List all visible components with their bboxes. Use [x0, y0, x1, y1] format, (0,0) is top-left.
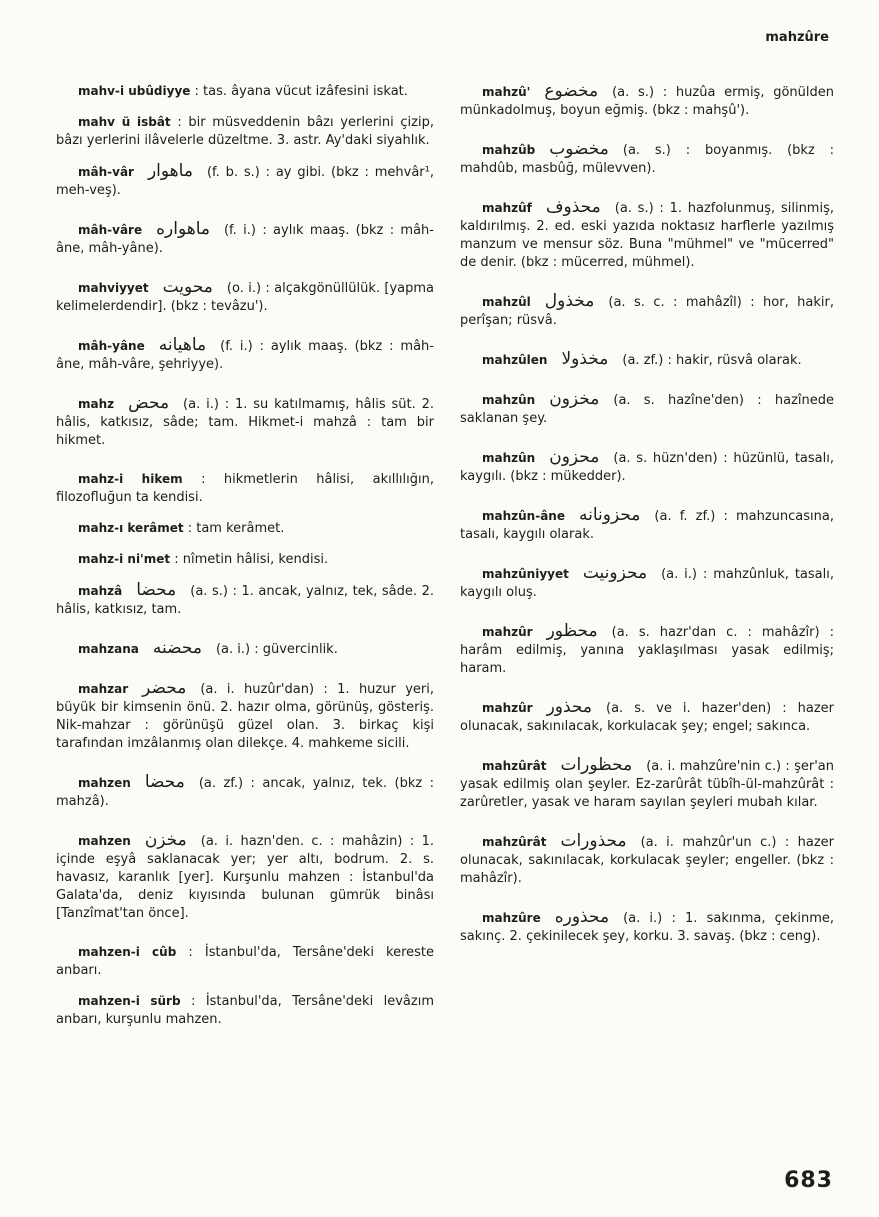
arabic-script: محزونانه [578, 505, 641, 525]
arabic-script: محضنه [152, 638, 202, 658]
headword: mahzen-i sürb [78, 994, 181, 1008]
dictionary-entry [460, 506, 834, 544]
headword: mahzâ [78, 584, 123, 598]
dictionary-entry [460, 698, 834, 736]
dictionary-entry [56, 943, 434, 980]
headword: mahzûrât [482, 759, 547, 773]
dictionary-entry [460, 448, 834, 486]
arabic-script: محضر [142, 678, 187, 698]
dictionary-entry [56, 278, 434, 316]
headword: mahzûlen [482, 353, 548, 367]
dictionary-entry [460, 350, 834, 370]
headword: mahzû' [482, 85, 531, 99]
arabic-script: مخضوع [544, 81, 599, 101]
headword: mâh-vâr [78, 165, 134, 179]
definition: (a. i. mahzûr'un c.) : hazer olunacak, sakınılacak, korkulacak şeyler; engeller. (bkz : mahâzîr). [460, 835, 834, 886]
definition: : İstanbul'da, Tersâne'deki kereste anbarı. [56, 945, 435, 978]
arabic-script: مخذول [544, 291, 595, 311]
arabic-script: مخزن [144, 830, 187, 850]
arabic-script: ماهوار [147, 161, 193, 181]
definition: (a. zf.) : hakir, rüsvâ olarak. [622, 353, 802, 368]
definition: (a. s.) : 1. ancak, yalnız, tek, sâde. 2. hâlis, katkısız, tam. [56, 584, 434, 617]
dictionary-entry [56, 679, 434, 753]
dictionary-entry [56, 82, 434, 101]
definition: : tam kerâmet. [187, 521, 285, 536]
right-column [460, 82, 834, 966]
definition: : İstanbul'da, Tersâne'deki levâzım anbarı, kurşunlu mahzen. [56, 994, 434, 1027]
arabic-script: ماهواره [156, 219, 210, 239]
dictionary-entry [56, 394, 434, 450]
arabic-script: محذوره [554, 907, 610, 927]
headword: mahzûl [482, 295, 531, 309]
definition: (a. i.) : 1. sakınma, çekinme, sakınç. 2. çekinilecek şey, korku. 3. savaş. (bkz : ceng). [460, 911, 834, 944]
headword: mahv ü isbât [78, 115, 171, 129]
arabic-script: محضا [136, 580, 177, 600]
headword: mahzûrât [482, 835, 547, 849]
definition: : tas. âyana vücut izâfesini iskat. [194, 84, 408, 99]
dictionary-entry [56, 470, 434, 507]
headword: mâh-vâre [78, 223, 143, 237]
definition: (a. s. hüzn'den) : hüzünlü, tasalı, kaygılı. (bkz : mükedder). [460, 451, 834, 484]
headword: mahzûb [482, 143, 536, 157]
dictionary-entry [56, 831, 434, 923]
dictionary-entry [56, 639, 434, 659]
definition: (f. b. s.) : ay gibi. (bkz : mehvâr¹, meh-veş). [56, 165, 434, 198]
dictionary-entry [460, 82, 834, 120]
definition: (a. i. hazn'den. c. : mahâzin) : 1. içinde eşyâ saklanacak yer; yer altı, bodrum. 2. s. havasız, karanlık [yer]. Kurşunlu mahzen : İstanbul'da Galata'da, deniz kıyısında bulunan gümrük binâsı [Tanzîmat'tan önce]. [56, 834, 434, 921]
headword: mahz-ı kerâmet [78, 521, 184, 535]
definition: (a. i. mahzûre'nin c.) : şer'an yasak edilmiş olan şeyler. Ez-zarûrât tübîh-ül-mahzûrât : zarûretler, yasak ve haram sayılan şeyleri mubah kılar. [460, 759, 834, 810]
definition: : hikmetlerin hâlisi, akıllılığın, filozofluğun ta kendisi. [56, 472, 434, 505]
dictionary-entry [460, 908, 834, 946]
dictionary-entry [56, 992, 434, 1029]
left-column [56, 82, 434, 1041]
headword: mahzûr [482, 701, 533, 715]
dictionary-entry [56, 581, 434, 619]
dictionary-entry [460, 622, 834, 678]
definition: (a. zf.) : ancak, yalnız, tek. (bkz : mahzâ). [56, 776, 434, 809]
headword: mahzûn [482, 393, 536, 407]
headword: mahzûr [482, 625, 533, 639]
headword: mahzûn-âne [482, 509, 565, 523]
headword: mahz [78, 397, 115, 411]
definition: (a. i.) : 1. su katılmamış, hâlis süt. 2. hâlis, katkısız, sâde; tam. Hikmet-i mahzâ : tam bir hikmet. [56, 397, 434, 448]
dictionary-entry [460, 390, 834, 428]
definition: (a. s.) : huzûa ermiş, gönülden münkadolmuş, boyun eğmiş. (bkz : mahşû'). [460, 85, 834, 118]
headword: mahzûn [482, 451, 536, 465]
arabic-script: محزون [549, 447, 600, 467]
dictionary-entry [460, 564, 834, 602]
headword: mahzûniyyet [482, 567, 569, 581]
definition: (a. i.) : mahzûnluk, tasalı, kaygılı oluş. [460, 567, 834, 600]
definition: (a. s.) : 1. hazfolunmuş, silinmiş, kaldırılmış. 2. ed. eski yazıda noktasız harflerle yazılmış manzum ve mensur söz. Buna "mühmel" ve "mücerred" de denir. (bkz : mücerred, mühmel). [460, 201, 834, 270]
arabic-script: محذور [546, 697, 593, 717]
arabic-script: محضا [144, 772, 185, 792]
running-head: mahzûre [765, 30, 829, 45]
arabic-script: ماهيانه [158, 335, 207, 355]
dictionary-entry [56, 113, 434, 150]
page-number: 683 [784, 1168, 833, 1193]
headword: mâh-yâne [78, 339, 145, 353]
dictionary-entry [56, 773, 434, 811]
dictionary-entry [56, 336, 434, 374]
definition: (a. s. hazîne'den) : hazînede saklanan şey. [460, 393, 834, 426]
headword: mahzûf [482, 201, 532, 215]
dictionary-entry [56, 162, 434, 200]
headword: mahzen [78, 776, 131, 790]
arabic-script: محويت [162, 277, 213, 297]
headword: mahz-i ni'met [78, 552, 171, 566]
arabic-script: محذورات [560, 831, 627, 851]
dictionary-entry [460, 832, 834, 888]
headword: mahzûre [482, 911, 541, 925]
headword: mahzen-i cûb [78, 945, 177, 959]
definition: (a. i.) : güvercinlik. [215, 642, 338, 657]
definition: (a. s. ve i. hazer'den) : hazer olunacak, sakınılacak, korkulacak şey; engel; sakınca. [460, 701, 834, 734]
dictionary-entry [460, 140, 834, 178]
definition: (a. f. zf.) : mahzuncasına, tasalı, kaygılı olarak. [460, 509, 834, 542]
definition: (a. s. hazr'dan c. : mahâzîr) : harâm edilmiş, yanına yaklaşılması yasak edilmiş; haram. [460, 625, 834, 676]
definition: (a. s.) : boyanmış. (bkz : mahdûb, masbûğ, mülevven). [460, 143, 834, 176]
arabic-script: مخذولا [561, 349, 609, 369]
dictionary-entry [460, 292, 834, 330]
dictionary-entry [460, 198, 834, 272]
headword: mahviyyet [78, 281, 149, 295]
arabic-script: محذوف [545, 197, 601, 217]
headword: mahz-i hikem [78, 472, 183, 486]
arabic-script: محظور [546, 621, 598, 641]
dictionary-entry [56, 519, 434, 538]
definition: (f. i.) : aylık maaş. (bkz : mâh-âne, mâh-vâre, şehriyye). [56, 339, 434, 372]
definition: : nîmetin hâlisi, kendisi. [174, 552, 329, 567]
arabic-script: مخزون [549, 389, 600, 409]
headword: mahzana [78, 642, 139, 656]
definition: : bir müsveddenin bâzı yerlerini çizip, bâzı yerlerini ilâvelerle düzeltme. 3. astr. Ay'daki siyahlık. [56, 115, 434, 148]
dictionary-entry [56, 550, 434, 569]
arabic-script: مخضوب [549, 139, 609, 159]
dictionary-entry [56, 220, 434, 258]
definition: (a. i. huzûr'dan) : 1. huzur yeri, büyük bir kimsenin önü. 2. hazır olma, görünüş, gösteriş. Nik-mahzar : görünüşü güzel olan. 3. birkaç kişi tarafından imzâlanmış olan dilekçe. 4. mahkeme sicili. [56, 682, 434, 751]
arabic-script: محظورات [560, 755, 633, 775]
definition: (f. i.) : aylık maaş. (bkz : mâh-âne, mâh-yâne). [56, 223, 434, 256]
arabic-script: محزونيت [582, 563, 648, 583]
headword: mahv-i ubûdiyye [78, 84, 191, 98]
definition: (o. i.) : alçakgönüllülük. [yapma kelimelerdendir]. (bkz : tevâzu'). [56, 281, 434, 314]
dictionary-entry [460, 756, 834, 812]
arabic-script: محض [128, 393, 170, 413]
headword: mahzar [78, 682, 129, 696]
definition: (a. s. c. : mahâzîl) : hor, hakir, perîşan; rüsvâ. [460, 295, 834, 328]
headword: mahzen [78, 834, 131, 848]
